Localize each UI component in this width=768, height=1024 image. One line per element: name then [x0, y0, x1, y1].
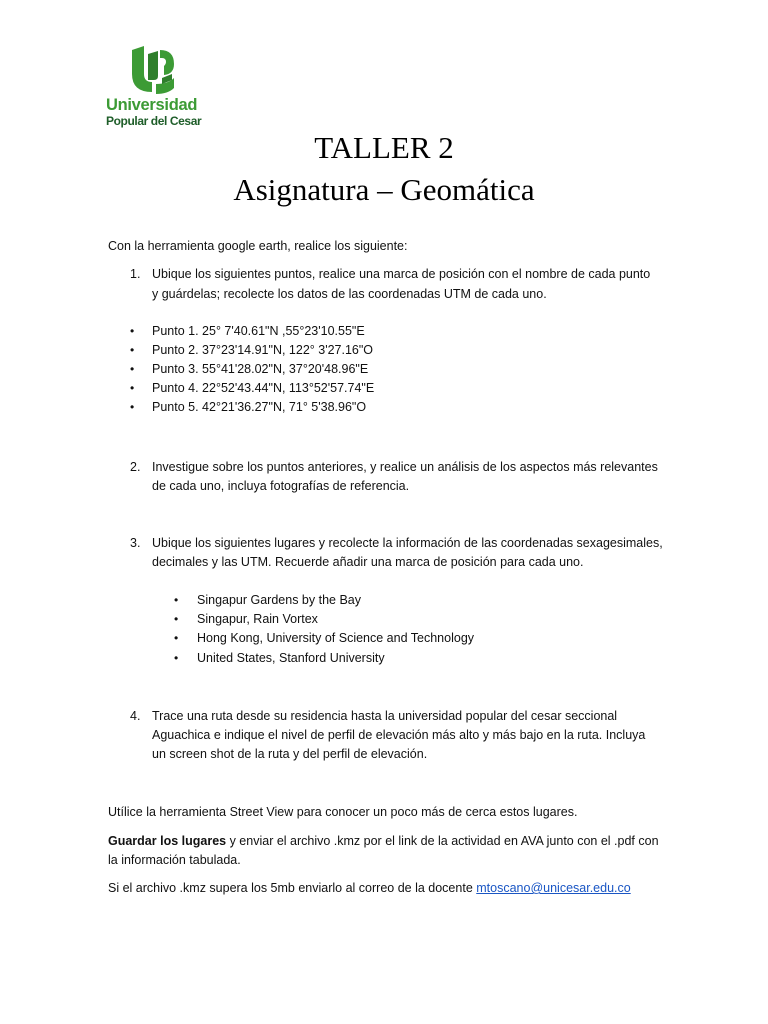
- item-number: 3.: [130, 536, 141, 550]
- page-subtitle: Asignatura – Geomática: [233, 172, 535, 207]
- item2-line2: de cada uno, incluya fotografías de referencia.: [152, 479, 410, 493]
- item3-line2: decimales y las UTM. Recuerde añadir una marca de posición para cada uno.: [152, 555, 584, 569]
- item2-line1: Investigue sobre los puntos anteriores, y realice un análisis de los aspectos más relevantes: [152, 460, 658, 474]
- save-instruction-line1: [108, 832, 659, 851]
- bullet-glyph: •: [174, 612, 179, 626]
- bullet-glyph: •: [130, 381, 135, 395]
- point-item: Punto 5. 42°21'36.27"N, 71° 5'38.96"O: [152, 400, 367, 414]
- place-item: Singapur, Rain Vortex: [197, 612, 318, 626]
- item4-line1: Trace una ruta desde su residencia hasta la universidad popular del cesar seccional: [152, 709, 618, 723]
- size-note: [108, 879, 631, 898]
- item-number: 1.: [130, 267, 141, 281]
- bullet-glyph: •: [130, 362, 135, 376]
- item1-line1: Ubique los siguientes puntos, realice una marca de posición con el nombre de cada punto: [152, 267, 651, 281]
- item1-line2: y guárdelas; recolecte los datos de las coordenadas UTM de cada uno.: [152, 287, 547, 301]
- save-instruction-line2: la información tabulada.: [108, 853, 241, 867]
- place-item: United States, Stanford University: [197, 651, 385, 665]
- point-item: Punto 2. 37°23'14.91"N, 122° 3'27.16"O: [152, 343, 374, 357]
- item-number: 4.: [130, 709, 141, 723]
- bullet-glyph: •: [174, 651, 179, 665]
- teacher-email-link[interactable]: mtoscano@unicesar.edu.co: [476, 881, 631, 895]
- point-item: Punto 3. 55°41'28.02"N, 37°20'48.96"E: [152, 362, 369, 376]
- size-note-text: Si el archivo .kmz supera los 5mb enviarlo al correo de la docente: [108, 881, 477, 895]
- bullet-glyph: •: [130, 343, 135, 357]
- university-logo: [106, 44, 202, 128]
- point-item: Punto 1. 25° 7'40.61"N ,55°23'10.55"E: [152, 324, 365, 338]
- place-item: Hong Kong, University of Science and Technology: [197, 631, 475, 645]
- street-view-note: Utílice la herramienta Street View para conocer un poco más de cerca estos lugares.: [108, 805, 578, 819]
- item-number: 2.: [130, 460, 141, 474]
- save-instruction-text: y enviar el archivo .kmz por el link de la actividad en AVA junto con el .pdf con: [226, 834, 659, 848]
- save-bold-text: Guardar los lugares: [108, 834, 227, 848]
- upc-logo-icon: [128, 44, 178, 96]
- point-item: Punto 4. 22°52'43.44"N, 113°52'57.74"E: [152, 381, 375, 395]
- bullet-glyph: •: [174, 593, 179, 607]
- page-title: TALLER 2: [314, 130, 454, 165]
- item3-line1: Ubique los siguientes lugares y recolecte la información de las coordenadas sexagesimales,: [152, 536, 663, 550]
- bullet-glyph: •: [130, 324, 135, 338]
- intro-text: Con la herramienta google earth, realice los siguiente:: [108, 239, 408, 253]
- logo-university-subtitle: Popular del Cesar: [106, 114, 202, 128]
- place-item: Singapur Gardens by the Bay: [197, 593, 361, 607]
- item4-line2: Aguachica e indique el nivel de perfil de elevación más alto y más bajo en la ruta. Incluya: [152, 728, 646, 742]
- bullet-glyph: •: [174, 631, 179, 645]
- item4-line3: un screen shot de la ruta y del perfil de elevación.: [152, 747, 428, 761]
- logo-university-name: Universidad: [106, 96, 198, 114]
- bullet-glyph: •: [130, 400, 135, 414]
